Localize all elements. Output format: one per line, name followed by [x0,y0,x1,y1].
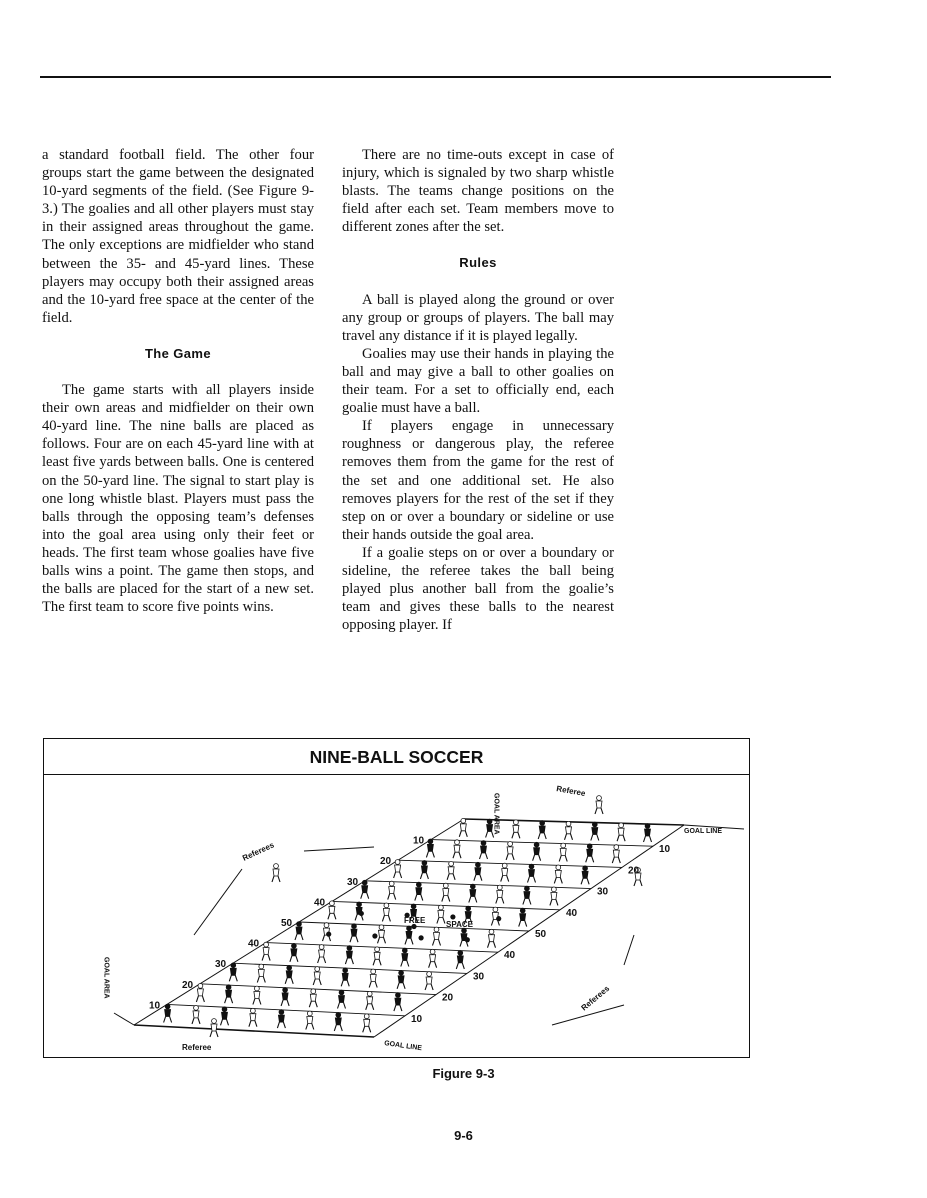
player [397,970,405,988]
yard-line [134,1025,374,1037]
player [644,824,652,842]
player [318,945,326,963]
goal-area-label-left: GOAL AREA [102,957,110,999]
heading-the-game: The Game [144,345,212,361]
yard-label-right: 50 [535,929,547,940]
referees-label-right: Referees [579,983,612,1013]
player [488,929,496,947]
player [420,861,428,879]
yard-line [167,1004,405,1015]
player [388,881,396,899]
yard-line [431,840,653,847]
player [442,883,450,901]
right-paragraph-3: Goalies may use their hands in playing the ball and may give a ball to other goalies on their team. For a set to officially end, each goalie must have a ball. [342,345,614,417]
free-label: FREE [404,916,426,925]
right-paragraph-2: A ball is played along the ground or over any group or groups of players. The ball may travel any distance if it is played legally. [342,291,614,344]
player [519,908,527,926]
player [586,844,594,862]
referee-label-bottom: Referee [182,1043,212,1052]
player [225,985,233,1003]
ball [465,937,470,942]
pointer-line [624,935,634,965]
yard-label-left: 40 [248,938,260,950]
field-diagram [44,775,748,1057]
player [415,882,423,900]
right-paragraph-4: If players engage in unnecessary roughness or dangerous play, the referee removes them from the game for the rest of the set and one additional set. He also removes players for the rest of the set if they step on or over a boundary or sideline or use their hands outside the goal area. [342,418,614,543]
player [528,864,536,882]
header-rule [40,76,831,78]
player [334,1013,342,1031]
pointer-line [304,847,374,851]
ball [326,932,331,937]
player [565,821,573,839]
player [512,820,520,838]
player [309,989,317,1007]
left-paragraph-1: a standard football field. The other four groups start the game between the designated 10-yard segments of the field. (See Figure 9-3.) The goalies and all other players must stay in their assigned areas throughout the game. The only exceptions are midfielder who stand between the 35- and 45-yard lines. These players may occupy both their assigned areas and the 10-yard free space at the center of the field. [42,147,314,326]
yard-line [266,943,498,953]
player [313,967,321,985]
ball [450,914,455,919]
figure-nine-ball-soccer [43,738,750,1058]
player [338,990,346,1008]
ball [496,916,501,921]
player [433,927,441,945]
goal-area-label-top: GOAL AREA [492,793,500,835]
player [456,951,464,969]
yard-line [398,860,622,867]
referees-label-left: Referees [241,840,276,863]
player [581,866,589,884]
sideline-right [374,825,684,1037]
player [425,972,433,990]
ball [359,911,364,916]
player [285,965,293,983]
goal-line-label-top: GOAL LINE [684,828,722,835]
player [401,948,409,966]
figure-caption: Figure 9-3 [432,1066,495,1081]
right-paragraph-5: If a goalie steps on or over a boundary or sideline, the referee takes the ball being played plus another ball from the goalie’s team and gives these balls to the nearest opposing player. If [342,544,614,634]
referee-label-top: Referee [555,784,587,799]
player [341,968,349,986]
yard-line [365,881,591,889]
player [295,922,303,940]
yard-label-left: 10 [413,835,425,847]
player [373,947,381,965]
player [559,843,567,861]
referee-figure [210,1019,218,1037]
yard-label-right: 10 [411,1013,423,1025]
player [394,993,402,1011]
player [196,984,204,1002]
player [496,885,504,903]
player [378,925,386,943]
yard-label-left: 20 [380,856,392,868]
player [249,1008,257,1026]
player [369,969,377,987]
yard-line [332,901,560,909]
player [506,842,514,860]
player [474,862,482,880]
player [363,1014,371,1032]
player [447,861,455,879]
ball [419,935,424,940]
left-paragraph-2: The game starts with all players inside their own areas and midfielder on their own 40-yard line. The nine balls are placed as follows. Four are on each 45-yard line with at least five yards between balls. One is centered on the 50-yard line. The signal to start play is one long whistle blast. Players must pass the balls through the opposing team’s defenses into the goal area using only their feet or heads. The first team whose goalies have five balls wins a point. The game then stops, and the balls are placed for the start of a new set. The first team to score five points wins. [42,382,314,616]
player [469,884,477,902]
page-number: 9-6 [454,1128,473,1143]
yard-label-left: 30 [215,959,227,971]
yard-label-right: 40 [566,907,578,919]
player [538,821,546,839]
player [281,988,289,1006]
yard-label-right: 10 [659,844,671,856]
left-column [42,146,314,616]
player [405,926,413,944]
referee-figure [272,864,280,882]
player [533,842,541,860]
player [523,886,531,904]
player [612,845,620,863]
player [229,963,237,981]
heading-rules: Rules [459,255,497,271]
player [192,1006,200,1024]
player [221,1007,229,1025]
player [453,840,461,858]
right-paragraph-1: There are no time-outs except in case of injury, which is signaled by two sharp whistle blasts. The teams change positions on the field after each set. Team members move to different zones after the set. [342,147,614,236]
yard-label-left: 10 [149,1000,161,1012]
yard-label-right: 40 [504,950,516,962]
yard-label-left: 40 [314,897,326,909]
player [350,924,358,942]
player [290,943,298,961]
player [501,863,509,881]
goal-line-extension [114,1013,134,1025]
yard-line [233,963,467,973]
player [253,986,261,1004]
player [550,887,558,905]
player [345,946,353,964]
goal-line-label-bottom: GOAL LINE [383,1040,423,1053]
player [277,1010,285,1028]
player [617,823,625,841]
yard-label-left: 50 [281,918,293,929]
player [429,949,437,967]
player [480,841,488,859]
player [554,865,562,883]
player [382,903,390,921]
yard-line [200,984,436,995]
yard-label-right: 30 [473,971,485,983]
referee-figure [595,796,603,814]
player [257,964,265,982]
yard-label-left: 30 [347,876,359,888]
player [262,942,270,960]
yard-label-left: 20 [182,979,194,991]
yard-label-right: 20 [442,992,454,1004]
ball [372,933,377,938]
right-column [342,146,614,634]
figure-title: NINE-BALL SOCCER [44,739,749,775]
player [366,991,374,1009]
player [591,822,599,840]
yard-label-right: 30 [597,886,609,898]
player [164,1004,172,1022]
player [306,1011,314,1029]
yard-label-right: 20 [628,865,640,877]
space-label: SPACE [446,920,473,929]
pointer-line [194,869,242,935]
player [437,905,445,923]
